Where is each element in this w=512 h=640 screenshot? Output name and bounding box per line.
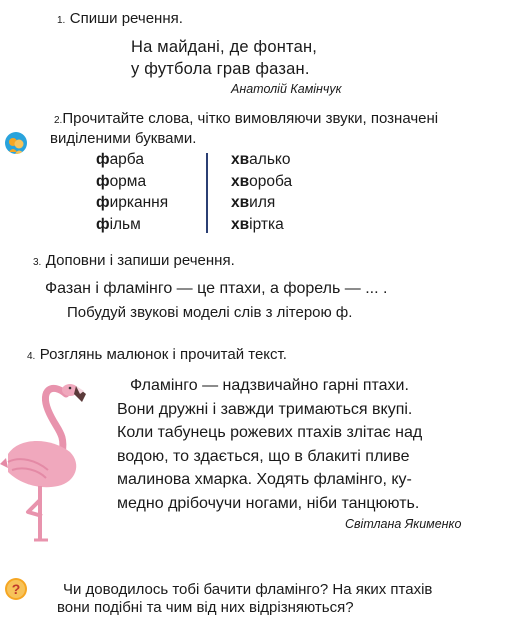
word-item: фільм	[96, 215, 141, 233]
word-item: хвалько	[231, 151, 291, 168]
flamingo-illustration	[0, 372, 118, 542]
task-instruction-line: виділеними буквами.	[50, 130, 197, 147]
task-instruction: Доповни і запиши речення.	[45, 252, 235, 269]
story-line: Фламінго — надзвичайно гарні птахи.	[130, 377, 409, 394]
question-line: Чи доводилось тобі бачити фламінго? На яких птахів	[63, 581, 433, 598]
poem-line: у футбола грав фазан.	[131, 60, 310, 78]
subtask-instruction: Побудуй звукові моделі слів з літерою ф.	[67, 304, 353, 321]
story-author: Світлана Якименко	[345, 517, 462, 531]
question-icon	[5, 578, 27, 600]
task-instruction: Спиши речення.	[69, 10, 183, 27]
word-item: форма	[96, 172, 147, 190]
f-words-column	[96, 149, 168, 235]
svg-text:?: ?	[11, 581, 21, 597]
poem-author: Анатолій Камінчук	[231, 82, 342, 96]
fill-in-sentence: Фазан і фламінго — це птахи, а форель — ... .	[45, 280, 388, 297]
question-text	[57, 581, 433, 617]
story-line: Коли табунець рожевих птахів злітає над	[117, 424, 423, 441]
word-item: хвіртка	[231, 215, 284, 233]
story-line: Вони дружні і завжди тримаються вкупі.	[117, 400, 413, 418]
word-item: фарба	[96, 151, 144, 168]
task-number: 4.	[27, 351, 36, 362]
poem	[131, 36, 317, 80]
word-item: хвороба	[231, 172, 293, 190]
pair-work-icon	[5, 132, 27, 154]
story-line: водою, то здається, що в блакиті пливе	[117, 447, 410, 465]
task4	[27, 346, 287, 364]
task-instruction-line: Прочитайте слова, чітко вимовляючи звуки, позначені	[62, 110, 439, 127]
khv-words-column	[231, 149, 292, 235]
task-instruction: Розглянь малюнок і прочитай текст.	[39, 346, 287, 363]
poem-line: На майдані, де фонтан,	[131, 38, 318, 56]
question-line: вони подібні та чим від них відрізняються?	[57, 599, 354, 616]
word-item: фиркання	[96, 194, 169, 211]
story-line: малинова хмарка. Ходять фламінго, ку-	[117, 471, 412, 488]
column-divider	[206, 153, 208, 233]
task-number: 1.	[57, 15, 66, 26]
task1	[57, 10, 183, 28]
task-number: 2.	[54, 115, 63, 126]
story-text	[117, 374, 491, 515]
task2	[50, 110, 439, 148]
task3	[33, 252, 235, 270]
task-number: 3.	[33, 257, 42, 268]
story-line: медно дрібочучи ногами, ніби танцюють.	[117, 494, 420, 512]
word-item: хвиля	[231, 194, 276, 211]
